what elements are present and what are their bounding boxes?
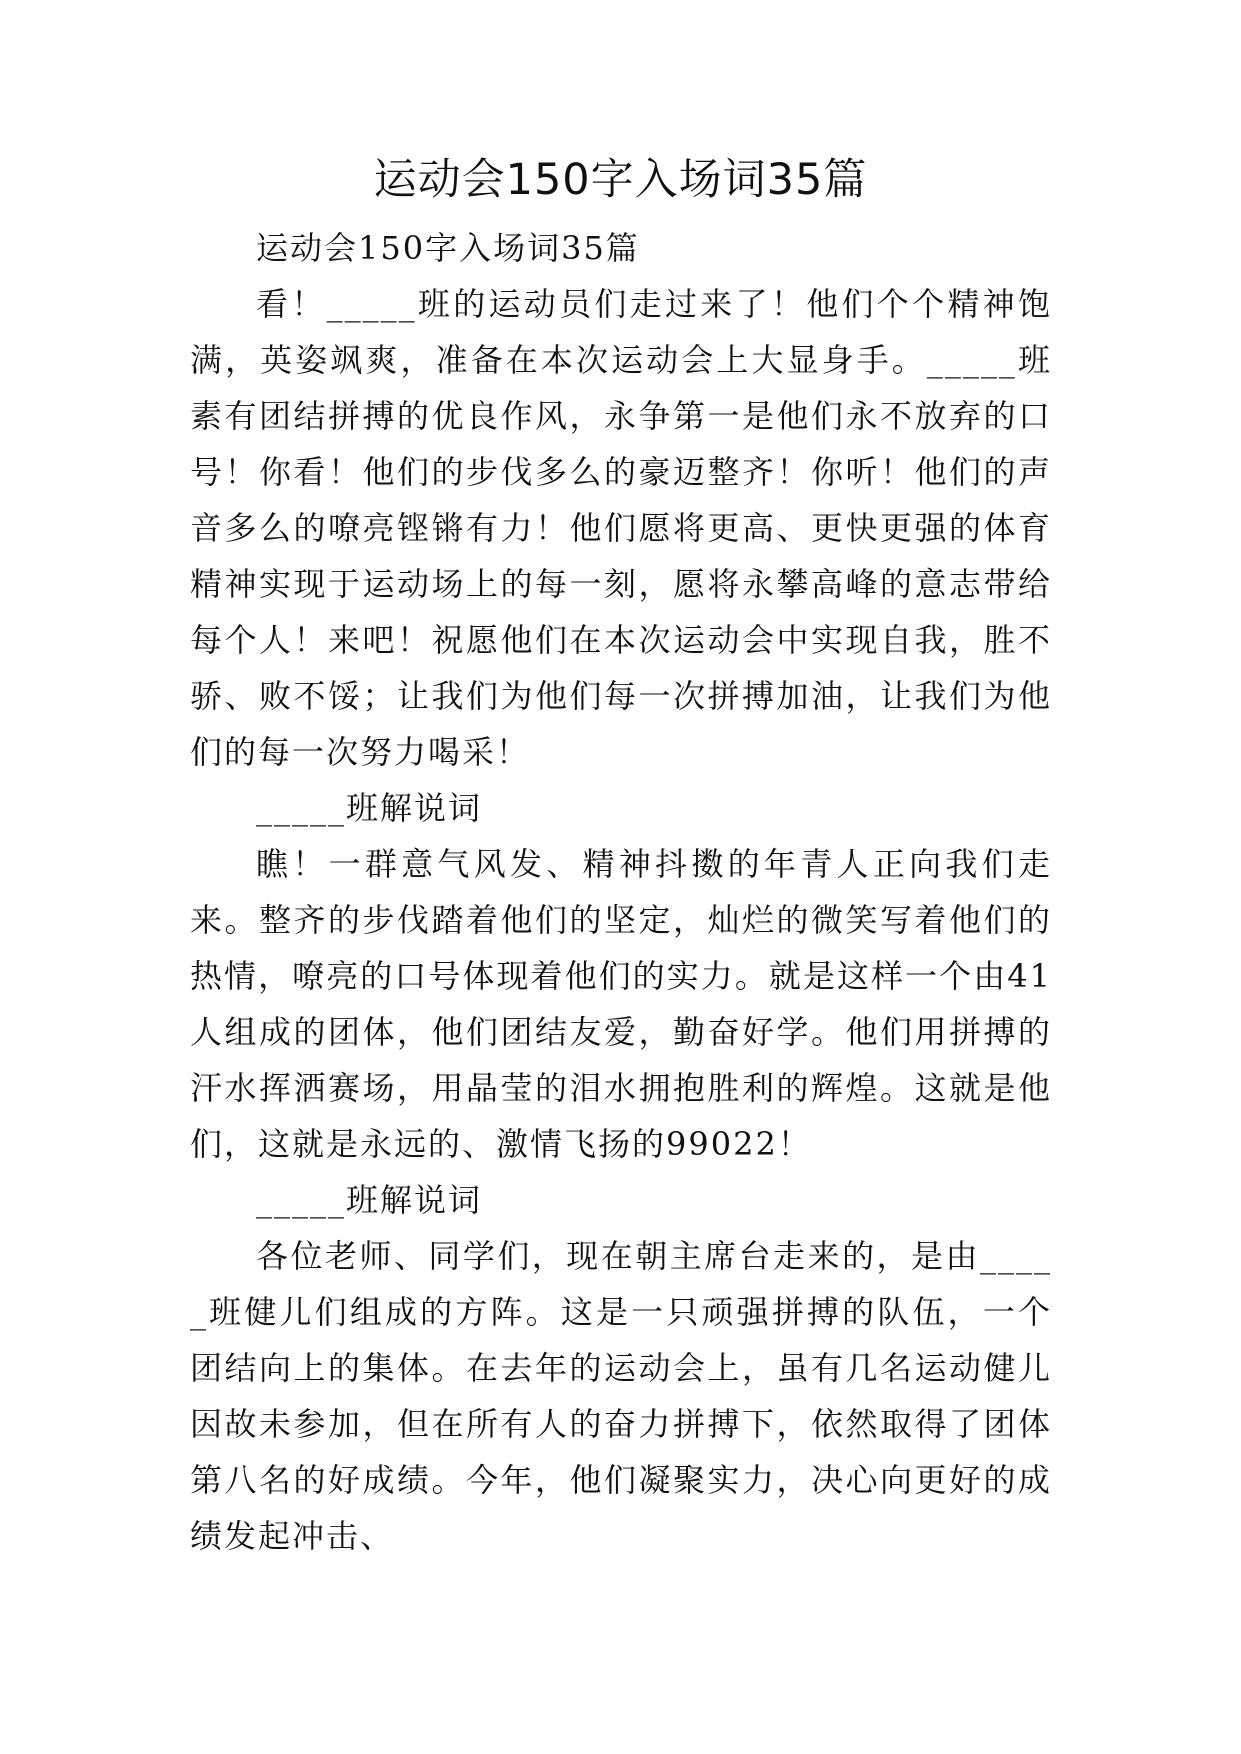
document-body	[190, 220, 1052, 1564]
document-title: 运动会150字入场词35篇	[373, 155, 868, 205]
section-heading-2: _____班解说词	[256, 1181, 483, 1219]
paragraph-3: 各位老师、同学们，现在朝主席台走来的，是由_____班健儿们组成的方阵。这是一只顽强拼搏的队伍，一个团结向上的集体。在去年的运动会上，虽有几名运动健儿因故未参加，但在所有人的奋力拼搏下，依然取得了团体第八名的好成绩。今年，他们凝聚实力，决心向更好的成绩发起冲击、	[190, 1237, 1052, 1555]
paragraph-2: 瞧！一群意气风发、精神抖擞的年青人正向我们走来。整齐的步伐踏着他们的坚定，灿烂的微笑写着他们的热情，嘹亮的口号体现着他们的实力。就是这样一个由41人组成的团体，他们团结友爱，勤奋好学。他们用拼搏的汗水挥洒赛场，用晶莹的泪水拥抱胜利的辉煌。这就是他们，这就是永远的、激情飞扬的99022！	[190, 845, 1052, 1163]
document-subtitle: 运动会150字入场词35篇	[256, 229, 640, 267]
section-heading-1: _____班解说词	[256, 789, 483, 827]
paragraph-1: 看！_____班的运动员们走过来了！他们个个精神饱满，英姿飒爽，准备在本次运动会上大显身手。_____班素有团结拼搏的优良作风，永争第一是他们永不放弃的口号！你看！他们的步伐多么的豪迈整齐！你听！他们的声音多么的嘹亮铿锵有力！他们愿将更高、更快更强的体育精神实现于运动场上的每一刻，愿将永攀高峰的意志带给每个人！来吧！祝愿他们在本次运动会中实现自我，胜不骄、败不馁；让我们为他们每一次拼搏加油，让我们为他们的每一次努力喝采！	[190, 285, 1052, 771]
